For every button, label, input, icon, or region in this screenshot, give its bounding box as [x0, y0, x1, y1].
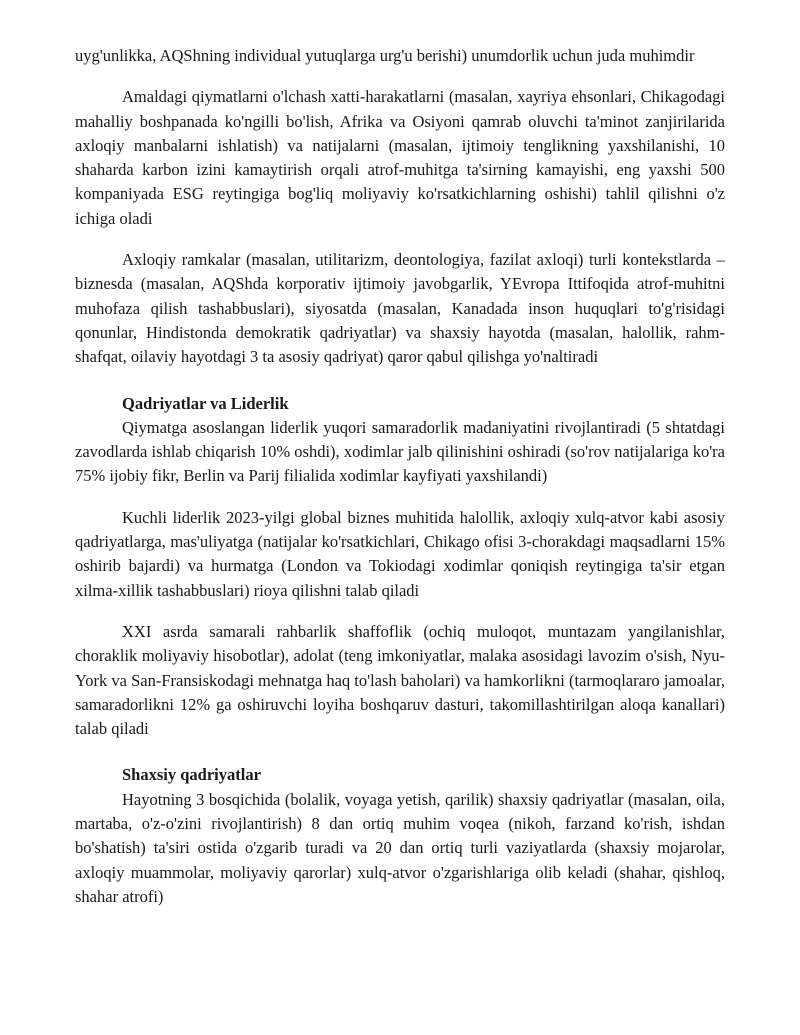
paragraph-value-based-leadership: Qiymatga asoslangan liderlik yuqori samaradorlik madaniyatini rivojlantiradi (5 shtatdagi zavodlarda ishlab chiqarish 10% oshdi), xodimlar jalb qilinishini oshiradi (so'rov natijalariga ko'ra 75% ijobiy fikr, Berlin va Parij filialida xodimlar kayfiyati yaxshilandi) [75, 417, 725, 486]
paragraph-strong-leadership: Kuchli liderlik 2023-yilgi global biznes muhitida halollik, axloqiy xulq-atvor kabi asosiy qadriyatlarga, mas'uliyatga (natijalar ko'rsatkichlari, Chikago ofisi 3-chorakdagi maqsadlarni 15% oshirib bajardi) va hurmatga (London va Tokiodagi xodimlar qoniqish reytingiga ta'sir etgan xilma-xillik tashabbuslari) rioya qilishni talab qiladi [75, 507, 725, 600]
paragraph-life-stages: Hayotning 3 bosqichida (bolalik, voyaga yetish, qarilik) shaxsiy qadriyatlar (masalan, oila, martaba, o'z-o'zini rivojlantirish) 8 dan ortiq muhim voqea (nikoh, farzand ko'rish, ishdan bo'shatish) ta'siri ostida o'zgarib turadi va 20 dan ortiq turli vaziyatlarda (shaxsiy mojarolar, axloqiy muammolar, moliyaviy qarorlar) xulq-atvor o'zgarishlariga olib keladi (shahar, qishloq, shahar atrofi) [75, 789, 725, 906]
paragraph-measuring-values: Amaldagi qiymatlarni o'lchash xatti-harakatlarni (masalan, xayriya ehsonlari, Chikagodagi mahalliy boshpanada ko'ngilli bo'lish, Afrika va Osiyoni qamrab oluvchi ta'minot zanjirilarida axloqiy manbalarni ishlatish) va natijalarni (masalan, ijtimoiy tenglikning yaxshilanishi, 10 shaharda karbon izini kamaytirish orqali atrof-muhitga ta'sirning kamayishi, eng yaxshi 500 kompaniyada ESG reytingiga bog'liq moliyaviy ko'rsatkichlarning oshishi) tahlil qilishni o'z ichiga oladi [75, 87, 725, 228]
section-heading-leadership: Qadriyatlar va Liderlik [122, 393, 289, 413]
paragraph-ethical-frameworks: Axloqiy ramkalar (masalan, utilitarizm, deontologiya, fazilat axloqi) turli kontekstlarda – biznesda (masalan, AQShda korporativ ijtimoiy javobgarlik, YEvropa Ittifoqida atrof-muhitni muhofaza qilish tashabbuslari), siyosatda (masalan, Kanadada inson huquqlari to'g'risidagi qonunlar, Hindistonda demokratik qadriyatlar) va shaxsiy hayotda (masalan, halollik, rahm-shafqat, oilaviy hayotdagi 3 ta asosiy qadriyat) qaror qabul qilishga yo'naltiradi [75, 250, 725, 367]
section-heading-personal-values: Shaxsiy qadriyatlar [122, 765, 261, 785]
paragraph-continuation: uyg'unlikka, AQShning individual yutuqlarga urg'u berishi) unumdorlik uchun juda muhimdir [75, 46, 695, 65]
document-page [75, 44, 725, 926]
paragraph-effective-management: XXI asrda samarali rahbarlik shaffoflik (ochiq muloqot, muntazam yangilanishlar, choraklik moliyaviy hisobotlar), adolat (teng imkoniyatlar, malaka asosidagi lavozim o'sish, Nyu-York va San-Fransiskodagi mehnatga haq to'lash baholari) va hamkorlikni (tarmoqlararo jamoalar, samaradorlikni 12% ga oshiruvchi loyiha boshqaruv dasturi, takomillashtirilgan aloqa kanallari) talab qiladi [75, 621, 725, 739]
